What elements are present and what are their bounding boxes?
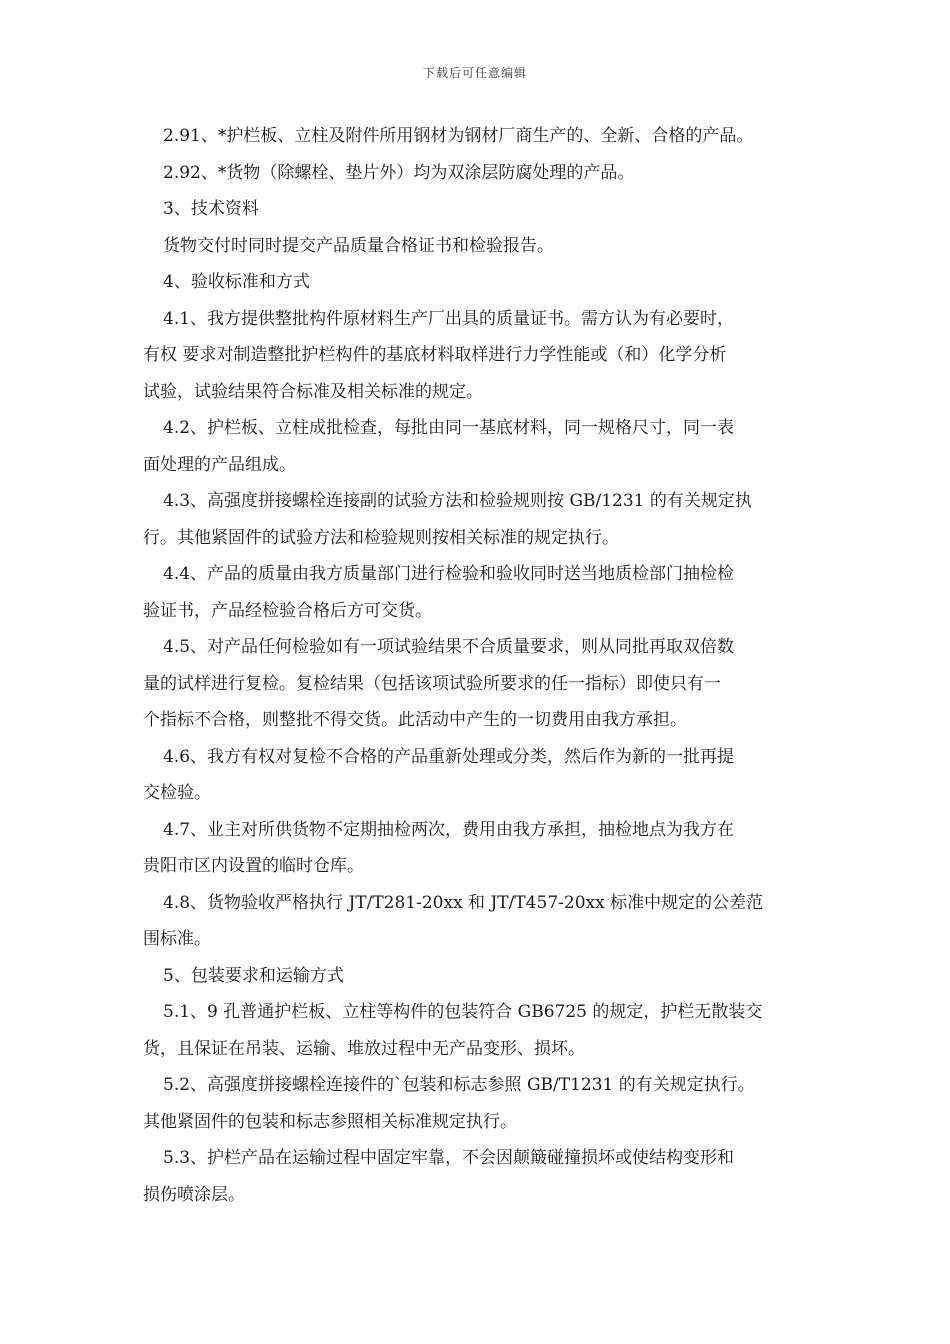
text-line: 面处理的产品组成。 [143, 454, 296, 475]
text-line: 4.2、护栏板、立柱成批检查，每批由同一基底材料，同一规格尺寸，同一表 [163, 418, 735, 438]
text-line: 4.7、业主对所供货物不定期抽检两次，费用由我方承担，抽检地点为我方在 [163, 819, 735, 840]
document-body [143, 118, 813, 1213]
text-line: 4.8、货物验收严格执行 JT/T281-20xx 和 JT/T457-20xx 标准中规定的公差范 [163, 892, 764, 913]
text-line: 4.5、对产品任何检验如有一项试验结果不合质量要求，则从同批再取双倍数 [163, 637, 735, 657]
text-line: 围标准。 [143, 929, 211, 949]
text-line: 2.92、*货物（除螺栓、垫片外）均为双涂层防腐处理的产品。 [163, 162, 635, 183]
text-line: 5.2、高强度拼接螺栓连接件的`包装和标志参照 GB/T1231 的有关规定执行。 [163, 1075, 755, 1095]
section-heading: 3、技术资料 [163, 199, 259, 219]
text-line: 4.4、产品的质量由我方质量部门进行检验和验收同时送当地质检部门抽检检 [163, 564, 735, 584]
text-line: 损伤喷涂层。 [143, 1184, 245, 1205]
text-line: 4.6、我方有权对复检不合格的产品重新处理或分类，然后作为新的一批再提 [163, 746, 735, 767]
text-line: 交检验。 [143, 783, 211, 803]
text-line: 4.3、高强度拼接螺栓连接副的试验方法和检验规则按 GB/1231 的有关规定执 [163, 491, 752, 511]
text-line: 量的试样进行复检。复检结果（包括该项试验所要求的任一指标）即使只有一 [143, 673, 721, 694]
text-line: 行。其他紧固件的试验方法和检验规则按相关标准的规定执行。 [143, 527, 619, 548]
text-line: 5.1、9 孔普通护栏板、立柱等构件的包装符合 GB6725 的规定，护栏无散装交 [163, 1002, 763, 1022]
section-heading: 5、包装要求和运输方式 [163, 965, 344, 986]
text-line: 货，且保证在吊装、运输、堆放过程中无产品变形、损坏。 [143, 1038, 585, 1059]
text-line: 货物交付时同时提交产品质量合格证书和检验报告。 [163, 235, 554, 256]
text-line: 5.3、护栏产品在运输过程中固定牢靠，不会因颠簸碰撞损坏或使结构变形和 [163, 1148, 735, 1168]
text-line: 贵阳市区内设置的临时仓库。 [143, 856, 364, 876]
text-line: 试验，试验结果符合标准及相关标准的规定。 [143, 381, 483, 402]
text-line: 2.91、*护栏板、立柱及附件所用钢材为钢材厂商生产的、全新、合格的产品。 [163, 126, 754, 146]
text-line: 个指标不合格，则整批不得交货。此活动中产生的一切费用由我方承担。 [143, 710, 687, 730]
section-heading: 4、验收标准和方式 [163, 272, 310, 292]
text-line: 有权 要求对制造整批护栏构件的基底材料取样进行力学性能或（和）化学分析 [143, 345, 727, 365]
text-line: 验证书，产品经检验合格后方可交货。 [143, 600, 432, 621]
text-line: 4.1、我方提供整批构件原材料生产厂出具的质量证书。需方认为有必要时， [163, 308, 735, 329]
text-line: 其他紧固件的包装和标志参照相关标准规定执行。 [143, 1111, 517, 1132]
page-header: 下载后可任意编辑 [422, 66, 527, 80]
